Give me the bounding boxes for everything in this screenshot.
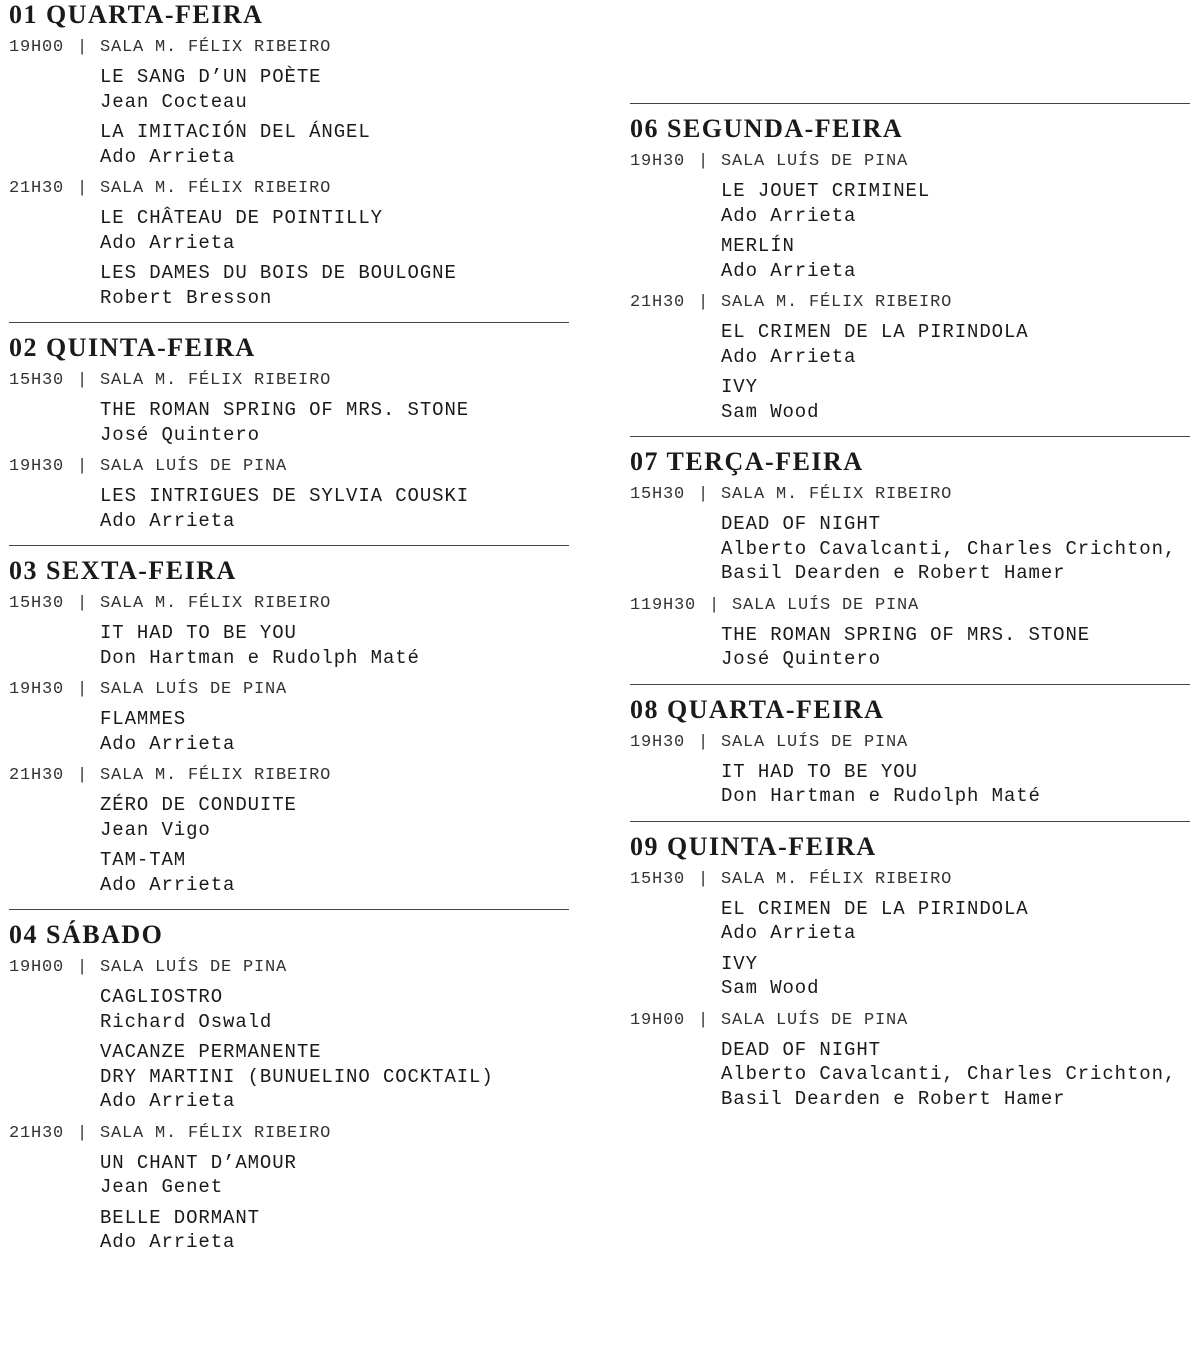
- session-header: [9, 456, 569, 478]
- session-separator: |: [77, 371, 89, 390]
- film-title: CAGLIOSTRO: [100, 986, 224, 1008]
- session-header: [9, 370, 569, 392]
- session-header: [9, 765, 569, 787]
- film-title: EL CRIMEN DE LA PIRINDOLA: [721, 321, 1029, 343]
- session-time: 15H30: [9, 371, 65, 390]
- film-title: MERLÍN: [721, 235, 795, 257]
- session-separator: |: [698, 293, 710, 312]
- session-header: [630, 869, 1190, 891]
- session-header: [9, 679, 569, 701]
- session-header: [9, 957, 569, 979]
- screening-session: [630, 151, 1190, 283]
- film-title: DEAD OF NIGHT: [721, 1038, 881, 1061]
- film-entry: [721, 320, 1190, 369]
- session-room: SALA M. FÉLIX RIBEIRO: [100, 766, 332, 785]
- film-entry: [721, 375, 1190, 424]
- session-time: 19H00: [9, 958, 65, 977]
- film-director: Alberto Cavalcanti, Charles Crichton, Basil Dearden e Robert Hamer: [721, 537, 1177, 584]
- session-separator: |: [77, 457, 89, 476]
- session-time: 21H30: [9, 766, 65, 785]
- session-header: [9, 1123, 569, 1145]
- film-entry: [100, 848, 569, 897]
- film-title: LE CHÂTEAU DE POINTILLY: [100, 207, 383, 229]
- film-entry: [100, 1040, 569, 1114]
- film-entry: [100, 398, 569, 447]
- session-room: SALA M. FÉLIX RIBEIRO: [100, 1123, 332, 1143]
- film-entry: [100, 621, 569, 670]
- schedule-column-left: [9, 0, 569, 1267]
- film-director: Jean Cocteau: [100, 90, 248, 113]
- film-director: Sam Wood: [721, 400, 820, 423]
- film-director: Sam Wood: [721, 977, 820, 999]
- session-header: [9, 593, 569, 615]
- film-title: IT HAD TO BE YOU: [100, 622, 297, 644]
- day-section: [9, 545, 569, 897]
- film-entry: [100, 261, 569, 310]
- film-director: Ado Arrieta: [100, 145, 236, 168]
- film-title: LE JOUET CRIMINEL: [721, 180, 931, 202]
- session-room: SALA M. FÉLIX RIBEIRO: [721, 869, 953, 889]
- session-room: SALA LUÍS DE PINA: [100, 457, 288, 476]
- screening-session: [9, 1123, 569, 1255]
- session-room: SALA M. FÉLIX RIBEIRO: [100, 594, 332, 613]
- film-director: José Quintero: [721, 648, 881, 670]
- session-separator: |: [698, 869, 710, 889]
- day-title: 02 QUINTA-FEIRA: [9, 333, 256, 362]
- day-section: [9, 322, 569, 533]
- session-room: SALA M. FÉLIX RIBEIRO: [721, 293, 953, 312]
- session-separator: |: [77, 38, 89, 57]
- session-header: [9, 178, 569, 200]
- film-director: Ado Arrieta: [721, 204, 857, 227]
- film-director: Ado Arrieta: [721, 922, 857, 944]
- day-section: [9, 0, 569, 310]
- film-director: Ado Arrieta: [100, 1231, 236, 1253]
- screening-session: [9, 37, 569, 169]
- session-separator: |: [698, 152, 710, 171]
- session-time: 15H30: [630, 869, 686, 889]
- film-entry: [100, 793, 569, 842]
- session-time: 19H30: [630, 152, 686, 171]
- film-director: Ado Arrieta: [100, 509, 236, 532]
- film-entry: [721, 234, 1190, 283]
- screening-session: [630, 732, 1190, 809]
- day-title: 06 SEGUNDA-FEIRA: [630, 114, 904, 143]
- film-title: DEAD OF NIGHT: [721, 513, 881, 535]
- film-title: LA IMITACIÓN DEL ÁNGEL: [100, 121, 371, 143]
- film-director: Alberto Cavalcanti, Charles Crichton, Basil Dearden e Robert Hamer: [721, 1063, 1177, 1110]
- screening-session: [630, 292, 1190, 424]
- film-director: Don Hartman e Rudolph Maté: [721, 785, 1041, 807]
- session-room: SALA LUÍS DE PINA: [100, 958, 288, 977]
- film-entry: [100, 484, 569, 533]
- day-section: [630, 821, 1190, 1112]
- session-room: SALA LUÍS DE PINA: [732, 595, 920, 615]
- screening-session: [630, 1010, 1190, 1112]
- session-separator: |: [77, 680, 89, 699]
- film-title: THE ROMAN SPRING OF MRS. STONE: [100, 399, 470, 421]
- film-entry: [721, 512, 1190, 586]
- film-title: IT HAD TO BE YOU: [721, 760, 918, 783]
- screening-session: [9, 456, 569, 533]
- screening-session: [630, 595, 1190, 672]
- session-time: 21H30: [9, 1123, 65, 1143]
- session-room: SALA LUÍS DE PINA: [721, 732, 909, 752]
- session-separator: |: [77, 179, 89, 198]
- film-director: Robert Bresson: [100, 286, 273, 309]
- day-title: 09 QUINTA-FEIRA: [630, 831, 877, 861]
- screening-session: [9, 957, 569, 1114]
- session-separator: |: [698, 485, 710, 504]
- screening-session: [630, 869, 1190, 1001]
- session-room: SALA M. FÉLIX RIBEIRO: [721, 485, 953, 504]
- day-section: [630, 436, 1190, 672]
- session-room: SALA M. FÉLIX RIBEIRO: [100, 179, 332, 198]
- session-separator: |: [77, 594, 89, 613]
- session-separator: |: [77, 766, 89, 785]
- film-director: Ado Arrieta: [100, 231, 236, 254]
- film-entry: [100, 985, 569, 1034]
- film-director: Don Hartman e Rudolph Maté: [100, 646, 420, 669]
- session-separator: |: [709, 595, 721, 615]
- film-title: IVY: [721, 376, 758, 398]
- screening-session: [630, 484, 1190, 586]
- film-entry: [721, 760, 1190, 809]
- session-time: 21H30: [630, 293, 686, 312]
- film-director: Ado Arrieta: [100, 732, 236, 755]
- film-title: BELLE DORMANT: [100, 1206, 260, 1229]
- film-title: FLAMMES: [100, 708, 187, 730]
- film-title: UN CHANT D’AMOUR: [100, 1151, 297, 1174]
- session-room: SALA M. FÉLIX RIBEIRO: [100, 38, 332, 57]
- film-director: Ado Arrieta: [100, 873, 236, 896]
- film-entry: [721, 623, 1190, 672]
- session-separator: |: [698, 1010, 710, 1030]
- day-section: [630, 684, 1190, 809]
- film-title: LE SANG D’UN POÈTE: [100, 66, 322, 88]
- session-separator: |: [77, 1123, 89, 1143]
- session-header: [630, 595, 1190, 617]
- session-header: [630, 1010, 1190, 1032]
- session-header: [630, 292, 1190, 314]
- session-room: SALA M. FÉLIX RIBEIRO: [100, 371, 332, 390]
- screening-session: [9, 679, 569, 756]
- film-entry: [100, 120, 569, 169]
- session-room: SALA LUÍS DE PINA: [721, 1010, 909, 1030]
- film-director: Jean Genet: [100, 1176, 224, 1198]
- film-director: Ado Arrieta: [721, 345, 857, 368]
- session-header: [9, 37, 569, 59]
- screening-session: [9, 370, 569, 447]
- film-entry: [100, 206, 569, 255]
- session-time: 21H30: [9, 179, 65, 198]
- screening-session: [9, 593, 569, 670]
- day-title: 01 QUARTA-FEIRA: [9, 0, 264, 29]
- film-entry: [721, 897, 1190, 946]
- screening-session: [9, 178, 569, 310]
- session-header: [630, 484, 1190, 506]
- film-entry: [721, 1038, 1190, 1112]
- day-section: [630, 103, 1190, 424]
- session-header: [630, 151, 1190, 173]
- film-title: TAM-TAM: [100, 849, 187, 871]
- film-entry: [721, 952, 1190, 1001]
- film-director: Ado Arrieta: [100, 1090, 236, 1112]
- film-director: Jean Vigo: [100, 818, 211, 841]
- film-title: THE ROMAN SPRING OF MRS. STONE: [721, 623, 1091, 646]
- day-title: 08 QUARTA-FEIRA: [630, 694, 885, 724]
- session-time: 19H30: [9, 680, 65, 699]
- session-time: 15H30: [9, 594, 65, 613]
- film-entry: [100, 1206, 569, 1255]
- session-time: 19H00: [9, 38, 65, 57]
- session-separator: |: [77, 958, 89, 977]
- session-time: 19H00: [630, 1010, 686, 1030]
- session-header: [630, 732, 1190, 754]
- film-entry: [100, 1151, 569, 1200]
- session-time: 19H30: [630, 732, 686, 752]
- schedule-column-right: [630, 0, 1190, 1123]
- session-time: 119H30: [630, 595, 697, 615]
- film-title: IVY: [721, 952, 758, 975]
- session-time: 15H30: [630, 485, 686, 504]
- screening-session: [9, 765, 569, 897]
- film-director: Richard Oswald: [100, 1010, 273, 1033]
- film-title: LES DAMES DU BOIS DE BOULOGNE: [100, 262, 457, 284]
- film-entry: [100, 65, 569, 114]
- film-entry: [721, 179, 1190, 228]
- session-separator: |: [698, 732, 710, 752]
- film-entry: [100, 707, 569, 756]
- film-title: VACANZE PERMANENTE DRY MARTINI (BUNUELINO COCKTAIL): [100, 1041, 494, 1088]
- film-title: ZÉRO DE CONDUITE: [100, 794, 297, 816]
- day-title: 03 SEXTA-FEIRA: [9, 556, 237, 585]
- day-section: [9, 909, 569, 1255]
- session-room: SALA LUÍS DE PINA: [721, 152, 909, 171]
- session-room: SALA LUÍS DE PINA: [100, 680, 288, 699]
- film-director: Ado Arrieta: [721, 259, 857, 282]
- film-director: José Quintero: [100, 423, 260, 446]
- session-time: 19H30: [9, 457, 65, 476]
- day-title: 04 SÁBADO: [9, 920, 164, 949]
- film-title: LES INTRIGUES DE SYLVIA COUSKI: [100, 485, 470, 507]
- film-title: EL CRIMEN DE LA PIRINDOLA: [721, 897, 1029, 920]
- day-title: 07 TERÇA-FEIRA: [630, 447, 864, 476]
